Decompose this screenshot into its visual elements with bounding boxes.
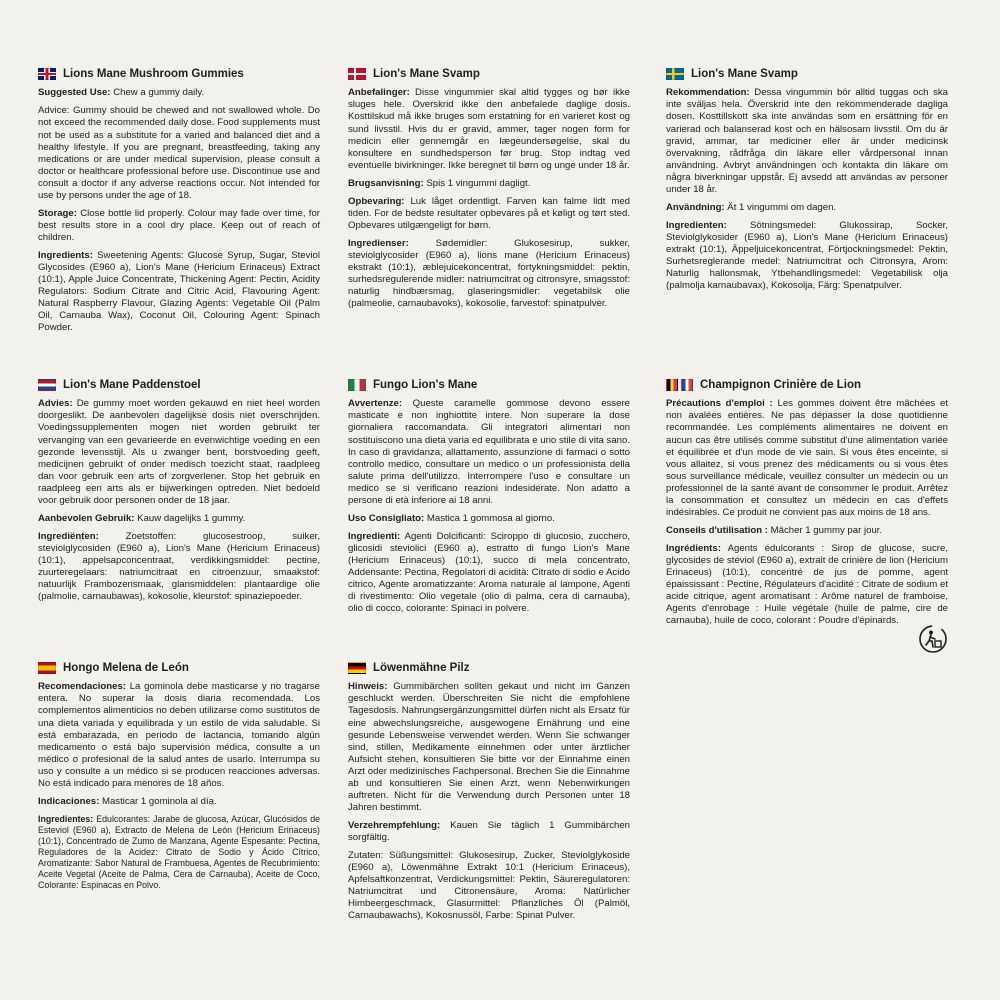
section-danish [348, 67, 630, 316]
section-german [348, 661, 630, 928]
ingredients: Ingredienser: Sødemidler: Glukosesirup, sukker, steviolglycosider (E960 a), lions mane (Hericium Erinaceus) ekstrakt (10:1), æblejuicekoncentrat, fortykningsmiddel: pektin, surhedsregulerende midler: natriumcitrat og citronsyre, smagsstof: naturlig hindbærsmag, glaseringsmidler: vegetabilsk olie (palmeolie, carnaubavoks), kokosolie, farvestof: spinatpulver. [348, 237, 631, 309]
denmark-flag-icon [348, 68, 366, 80]
ingredients: Ingredients: Sweetening Agents: Glucose Syrup, Sugar, Steviol Glycosides (E960 a), Lion's Mane (Hericium Erinaceus) Extract (10:1), Apple Juice Concentrate, Thickening Agent: Pectin, Acidity Regulators: Sodium Citrate and Citric Acid, Flavouring Agent: Natural Raspberry Flavour, Glazing Agents: Vegetable Oil (Palm Oil, Carnauba Wax), Coconut Oil, Colouring Agent: Spinach Powder. [38, 249, 320, 333]
italy-flag-icon [348, 379, 366, 391]
usage: Conseils d'utilisation : Mâcher 1 gummy par jour. [666, 524, 883, 536]
usage: Uso Consigliato: Mastica 1 gommosa al giorno. [348, 512, 555, 524]
section-title [666, 378, 948, 392]
storage: Opbevaring: Luk låget ordentligt. Farven kan falme lidt med tiden. For de bedste resultater opbevares på et køligt og tørt sted. Opbevares utilgængeligt for børn. [348, 195, 630, 231]
title-text: Hongo Melena de León [63, 662, 189, 674]
section-title [348, 378, 630, 392]
title-text: Lion's Mane Svamp [691, 68, 798, 80]
ingredients: Ingrédients: Agents édulcorants : Sirop de glucose, sucre, glycosides de stéviol (E960 a), extrait de crinière de lion (Hericium Erinaceus) (10:1), concentré de jus de pomme, agent épaississant : Pectine, Régulateurs d'acidité : Citrate de sodium et acide citrique, agent aromatisant : Arôme naturel de framboise, Agents d'enrobage : Huile végétale (huile de palme, cire de carnauba), huile de coco, colorant : Poudre d'épinards. [666, 542, 948, 626]
recommendation: Rekommendation: Dessa vingummin bör alltid tuggas och ska inte sväljas hela. Överskrid inte den rekommenderade dagliga dosen. Kosttillskott ska inte användas som en ersättning för en varierad och balanserad kost och en hälsosam livsstil. Om du är gravid, ammar, tar mediciner eller är under medicinsk övervakning, rådfråga din läkare eller vårdpersonal innan användning. Avbryt användningen och kontakta din läkare om några biverkningar uppstår. Ej avsedd att användas av personer under 18 år. [666, 87, 948, 195]
usage: Användning: Ät 1 vingummi om dagen. [666, 201, 837, 213]
france-flag-icon [681, 379, 693, 391]
title-text: Fungo Lion's Mane [373, 379, 478, 391]
advice: Advice: Gummy should be chewed and not swallowed whole. Do not exceed the recommended daily dose. Food supplements must not be used as a substitute for a varied and balanced diet and a healthy lifestyle. If you are pregnant, breastfeeding, taking any medications or are under medical supervision, please consult a doctor or healthcare professional before use. Discontinue use and consult a doctor if any adverse reactions occur. Not intended for use by persons under the age of 18. [38, 105, 320, 201]
germany-flag-icon [348, 662, 366, 674]
section-title [38, 661, 320, 675]
recommendations: Anbefalinger: Disse vingummier skal altid tygges og bør ikke sluges hele. Overskrid ikke den anbefalede daglige dosis. Kosttilskud må ikke bruges som erstatning for en varieret kost og sund livsstil. Hvis du er gravid, ammer, tager nogen form for medicin eller gennemgår en lægeundersøgelse, skal du konsultere en sundhedsperson før brug. Stop indtag ved eventuelle bivirkninger. Ikke beregnet til børn og unge under 18 år. [348, 87, 631, 171]
flags [666, 379, 693, 391]
belgium-flag-icon [666, 379, 678, 391]
recommendations: Recomendaciones: La gominola debe masticarse y no tragarse entera. No superar la dosis diaria recomendada. Los complementos alimenticios no deben utilizarse como sustitutos de una dieta variada y equilibrada y un estilo de vida saludable. Si está embarazada, en periodo de lactancia, tomando algún medicamento o está bajo supervisión médica, consulte a un médico o profesional de la salud antes de usarlo. Interrumpa su uso y consulte a un médico si se producen reacciones adversas. No está indicado para menores de 18 años. [38, 681, 320, 789]
usage: Brugsanvisning: Spis 1 vingummi dagligt. [348, 177, 531, 189]
netherlands-flag-icon [38, 379, 56, 391]
storage: Storage: Close bottle lid properly. Colour may fade over time, for best results store in a cool dry place. Keep out of reach of children. [38, 207, 321, 243]
title-text: Lion's Mane Paddenstoel [63, 379, 201, 391]
section-title [666, 67, 948, 81]
ingredients: Ingredienten: Sötningsmedel: Glukossirap, Socker, Steviolglykosider (E960 a), Lion's Mane (Hericium Erinaceus) extrakt (10:1), Äppeljuicekoncentrat, Förtjockningsmedel: Pektin, Surhetsreglerande medel: Natriumcitrat och Citronsyra, Arom: Naturlig hallonsmak, Ytbehandlingsmedel: Vegetabilisk olja (palmolja karnaubavax), Kokosolja, Färg: Spenatpulver. [666, 219, 948, 291]
warnings: Avvertenze: Queste caramelle gommose devono essere masticate e non inghiottite intere. Non superare la dose giornaliera raccomandata. Gli integratori alimentari non sostituiscono una dieta varia ed equilibrata e uno stile di vita sano. In caso di gravidanza, allattamento, assunzione di farmaci o sotto controllo medico, consultare un medico o un professionista della salute prima dell'utilizzo. Interrompere l'uso e consultare un medico se si verificano reazioni indesiderate. Non adatto a persone di età inferiore ai 18 anni. [348, 398, 630, 506]
advice: Advies: De gummy moet worden gekauwd en niet heel worden doorgeslikt. De aanbevolen dagelijkse dosis niet overschrijden. Voedingssupplementen mogen niet worden gebruikt ter vervanging van een gevarieerde en evenwichtige voeding en een gezonde levensstijl. Als u zwanger bent, borstvoeding geeft, medicijnen gebruikt of onder medisch toezicht staat, raadpleeg dan voor gebruik een arts of zorgverlener. Stop het gebruik en raadpleeg een arts als er bijwerkingen optreden. Niet bedoeld voor gebruik door personen onder de 18 jaar. [38, 398, 320, 506]
section-title [348, 67, 630, 81]
sweden-flag-icon [666, 68, 684, 80]
notice: Hinweis: Gummibärchen sollten gekaut und nicht im Ganzen geschluckt werden. Überschreiten Sie nicht die empfohlene Tagesdosis. Nahrungsergänzungsmittel dürfen nicht als Ersatz für eine abwechslungsreiche, ausgewogene Ernährung und eine gesunde Lebensweise verwendet werden. Wenn Sie schwanger sind, stillen, Medikamente einnehmen oder unter ärztlicher Aufsicht stehen, konsultieren Sie bitte vor der Einnahme einen Arzt oder medizinisches Fachpersonal. Brechen Sie die Einnahme ab und konsultieren Sie einen Arzt, wenn Nebenwirkungen auftreten. Nicht für die Verwendung durch Personen unter 18 Jahren bestimmt. [348, 681, 630, 813]
recycle-sort-icon [918, 624, 948, 654]
section-title [348, 661, 630, 675]
uk-flag-icon [38, 68, 56, 80]
precautions: Précautions d'emploi : Les gommes doivent être mâchées et non avalées entières. Ne pas dépasser la dose quotidienne recommandée. Les compléments alimentaires ne doivent en aucun cas être utilisés comme substitut d'une alimentation variée et équilibrée et d'un mode de vie sain. Si vous êtes enceinte, si vous allaitez, si vous prenez des médicaments ou si vous êtes sous surveillance médicale, veuillez consulter un médecin ou un professionnel de la santé avant de consommer le produit. Arrêtez la consommation et consultez un médecin en cas d'effets indésirables. Ce produit ne convient pas aux moins de 18 ans. [666, 398, 948, 518]
ingredients: Ingredientes: Edulcorantes: Jarabe de glucosa, Azúcar, Glucósidos de Esteviol (E960 a), Extracto de Melena de León (Hericium Erinaceus) (10:1), Concentrado de Zumo de Manzana, Agente Espesante: Pectina, Reguladores de la Acidez: Citrato de Sodio y Ácido Cítrico, Aromatizante: Sabor Natural de Frambuesa, Agentes de Recubrimiento: Aceite Vegetal (Aceite de Palma, Cera de Carnauba), Aceite de Coco, Colorante: Espinacas en Polvo. [38, 813, 320, 890]
usage: Aanbevolen Gebruik: Kauw dagelijks 1 gummy. [38, 512, 246, 524]
section-spanish [38, 661, 320, 897]
section-english [38, 67, 320, 340]
title-text: Löwenmähne Pilz [373, 662, 470, 674]
section-title [38, 378, 320, 392]
indications: Indicaciones: Masticar 1 gominola al día. [38, 795, 217, 807]
section-french [666, 378, 948, 633]
spain-flag-icon [38, 662, 56, 674]
section-dutch [38, 378, 320, 609]
title-text: Champignon Crinière de Lion [700, 379, 862, 391]
suggested-use: Suggested Use: Chew a gummy daily. [38, 87, 205, 99]
ingredients: Ingredienti: Agenti Dolcificanti: Sciroppo di glucosio, zucchero, glicosidi steviolici (E960 a), estratto di fungo Lion's Mane (Hericium Erinaceus) (10:1), succo di mela concentrato, Addensante: Pectina, Regolatori di acidità: Citrato di sodio e Acido citrico, Agente aromatizzante: Aroma naturale al lampone, Agenti di rivestimento: Olio vegetale (olio di palma, cera di carnauba), olio di cocco, colorante: Spinaci in polvere. [348, 530, 631, 614]
section-title [38, 67, 320, 81]
title-text: Lion's Mane Svamp [373, 68, 480, 80]
ingredients: Zutaten: Süßungsmittel: Glukosesirup, Zucker, Steviolglykoside (E960 a), Löwenmähne Extrakt 10:1 (Hericium Erinaceus), Apfelsaftkonzentrat, Verdickungsmittel: Pektin, Säureregulatoren: Natriumcitrat und Citronensäure, Aroma: Natürlicher Himbeergeschmack, Glasurmittel: Pflanzliches Öl (Palmöl, Carnaubawachs), Kokosnussöl, Farbe: Spinat Pulver. [348, 849, 630, 921]
usage: Verzehrempfehlung: Kauen Sie täglich 1 Gummibärchen sorgfältig. [348, 819, 630, 843]
section-swedish [666, 67, 948, 298]
title-text: Lions Mane Mushroom Gummies [63, 68, 244, 80]
ingredients: Ingrediënten: Zoetstoffen: glucosestroop, suiker, steviolglycosiden (E960 a), Lion's Mane (Hericium Erinaceus) (10:1), appelsapconcentraat, verdikkingsmiddel: pectine, zuurteregelaars: natriumcitraat en citroenzuur, smaakstof: natuurlijk Frambozensmaak, glansmiddelen: plantaardige olie (palmolie, carnaubawas), kokosolie, kleurstof: spinaziepoeder. [38, 530, 320, 602]
section-italian [348, 378, 630, 621]
